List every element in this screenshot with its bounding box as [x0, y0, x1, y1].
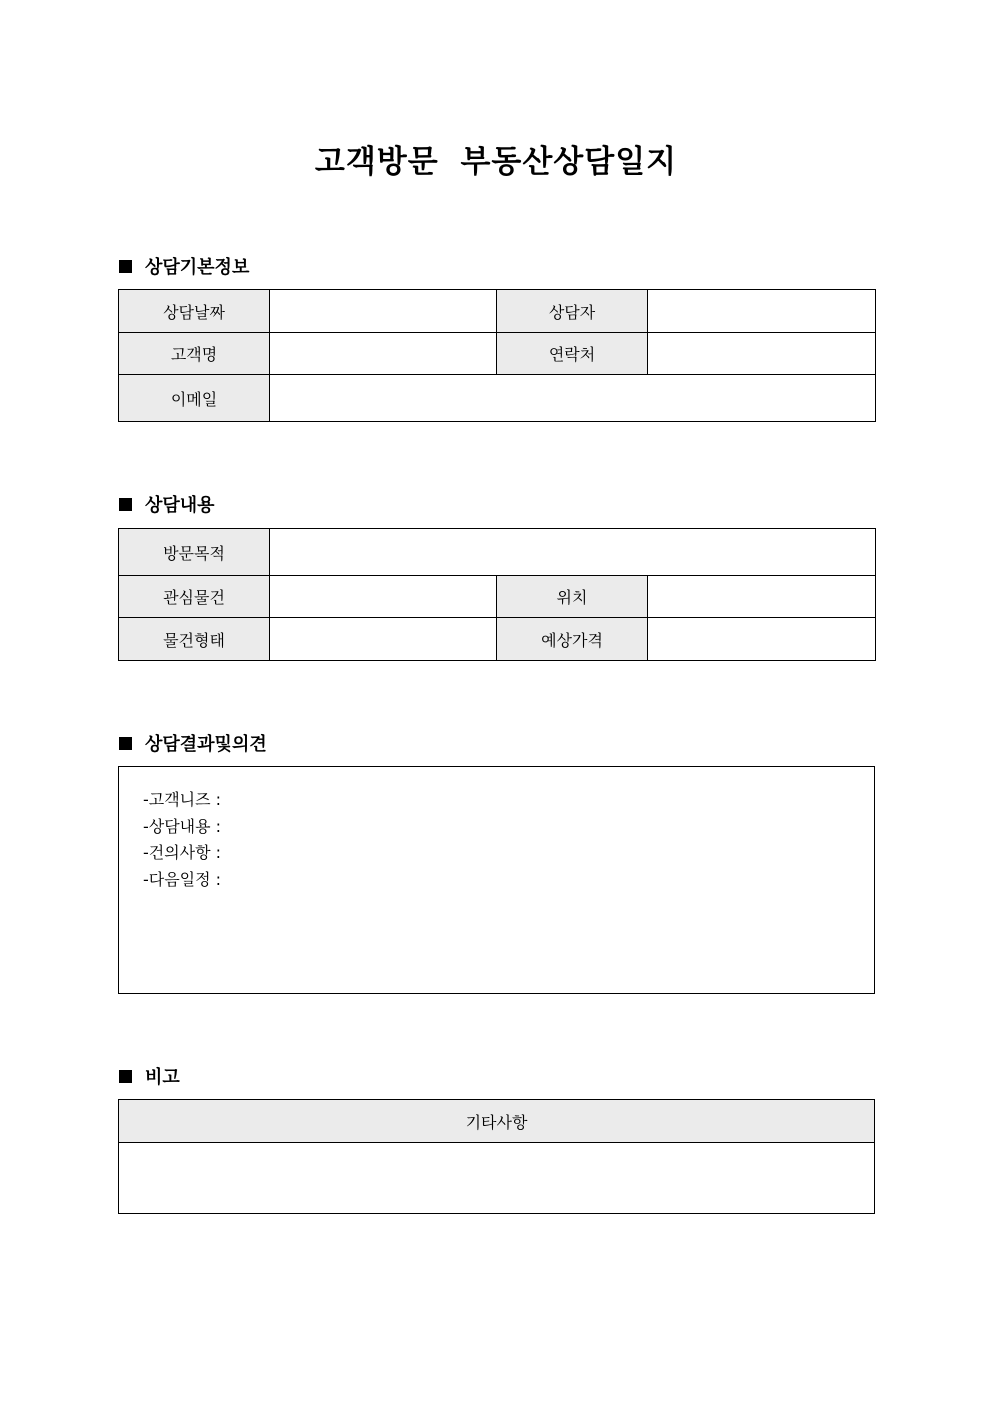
consultant-field[interactable]	[648, 290, 876, 333]
black-square-icon	[119, 737, 132, 750]
location-label: 위치	[497, 576, 648, 618]
property-type-field[interactable]	[270, 618, 497, 661]
table-row	[119, 576, 876, 618]
black-square-icon	[119, 1070, 132, 1083]
expected-price-label: 예상가격	[497, 618, 648, 661]
other-notes-header: 기타사항	[119, 1100, 875, 1143]
remarks-heading	[119, 1063, 180, 1089]
list-item: -고객니즈 :	[143, 790, 222, 809]
remarks-heading-text: 비고	[145, 1067, 180, 1088]
location-field[interactable]	[648, 576, 876, 618]
result-heading-text: 상담결과및의견	[145, 734, 267, 755]
result-notes-box[interactable]	[118, 766, 875, 994]
email-label: 이메일	[119, 375, 270, 422]
basic-info-heading	[119, 253, 249, 279]
expected-price-field[interactable]	[648, 618, 876, 661]
consult-content-table	[118, 528, 876, 661]
visit-purpose-label: 방문목적	[119, 529, 270, 576]
contact-field[interactable]	[648, 333, 876, 375]
customer-name-field[interactable]	[270, 333, 497, 375]
property-type-label: 물건형태	[119, 618, 270, 661]
customer-name-label: 고객명	[119, 333, 270, 375]
consult-content-heading-text: 상담내용	[145, 495, 215, 516]
property-interest-field[interactable]	[270, 576, 497, 618]
result-heading	[119, 730, 267, 756]
result-notes-list	[119, 767, 874, 893]
consultant-label: 상담자	[497, 290, 648, 333]
contact-label: 연락처	[497, 333, 648, 375]
remarks-table	[118, 1099, 875, 1214]
table-row	[119, 333, 876, 375]
table-row	[119, 1100, 875, 1143]
visit-purpose-field[interactable]	[270, 529, 876, 576]
table-row	[119, 618, 876, 661]
table-row	[119, 290, 876, 333]
consult-date-label: 상담날짜	[119, 290, 270, 333]
black-square-icon	[119, 260, 132, 273]
email-field[interactable]	[270, 375, 876, 422]
consult-date-field[interactable]	[270, 290, 497, 333]
list-item: -건의사항 :	[143, 843, 222, 862]
table-row	[119, 1143, 875, 1214]
list-item: -상담내용 :	[143, 816, 222, 836]
other-notes-field[interactable]	[119, 1143, 875, 1214]
basic-info-heading-text: 상담기본정보	[145, 257, 250, 278]
property-interest-label: 관심물건	[119, 576, 270, 618]
list-item: -다음일정 :	[143, 869, 222, 889]
basic-info-table	[118, 289, 876, 422]
table-row	[119, 529, 876, 576]
black-square-icon	[119, 498, 132, 511]
consult-content-heading	[119, 491, 215, 517]
table-row	[119, 375, 876, 422]
page-title: 고객방문 부동산상담일지	[314, 144, 678, 180]
